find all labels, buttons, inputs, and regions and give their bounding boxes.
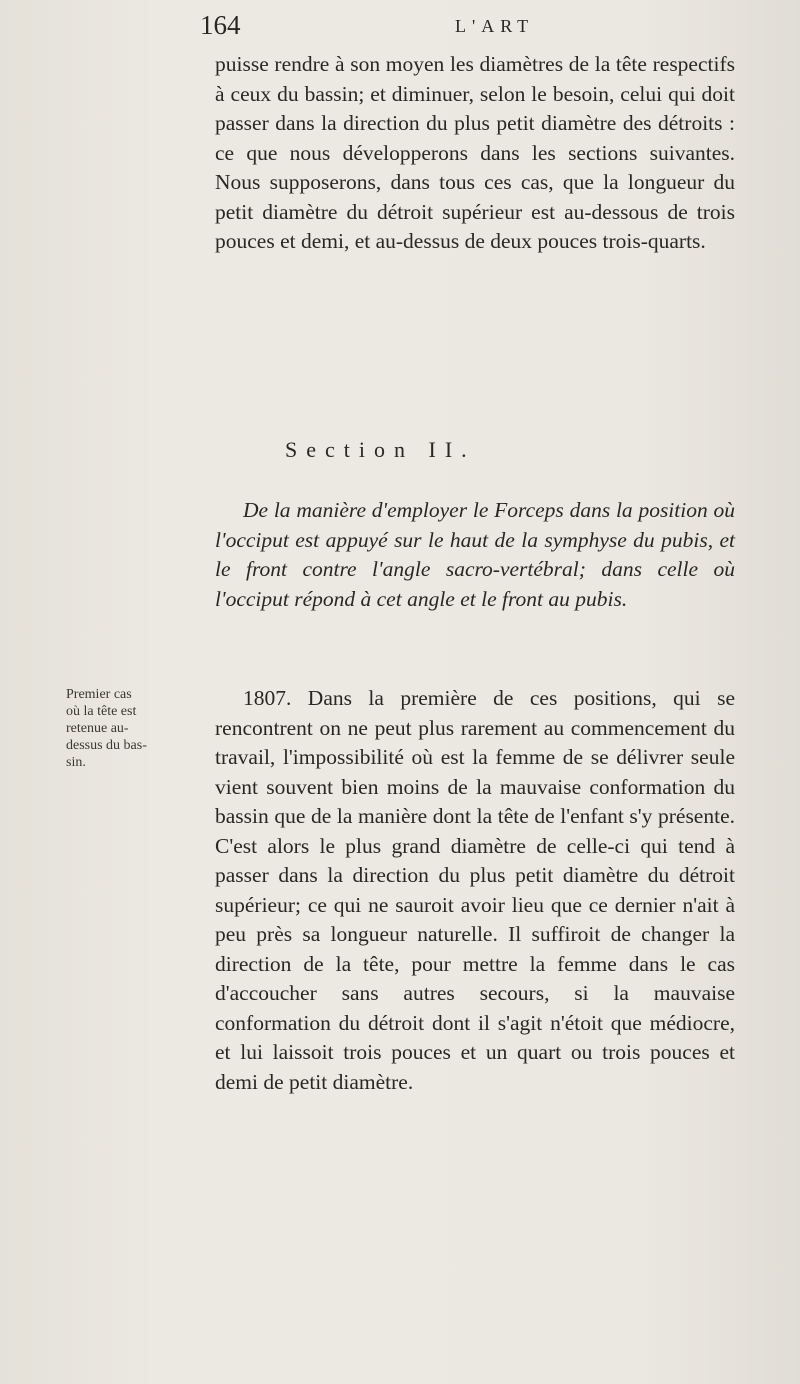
margin-note-line: où la tête est	[66, 704, 137, 719]
page-number: 164	[200, 10, 241, 40]
margin-note-line: retenue au-	[66, 721, 129, 736]
margin-note-line: sin.	[66, 755, 86, 770]
paragraph-1807: 1807. Dans la première de ces positions, qui se rencontrent on ne peut plus rarement au commencement du travail, l'impossibilité où est la femme de se délivrer seule vient souvent bien moins de la mauvaise conformation du bassin que de la manière dont la tête de l'enfant s'y présente. C'est alors le plus grand diamètre de celle-ci qui tend à passer dans la direction du plus petit diamètre du détroit supérieur; ce qui ne sauroit avoir lieu que ce dernier n'ait à peu près sa longueur naturelle. Il suffiroit de changer la direction de la tête, pour mettre la femme dans le cas d'accoucher sans autres secours, si la mauvaise conformation du détroit dont il s'agit n'étoit que médiocre, et lui laissoit trois pouces et un quart ou trois pouces et demi de petit diamètre.	[215, 686, 735, 1094]
margin-note-line: dessus du bas-	[66, 738, 147, 753]
page-header	[200, 10, 700, 46]
margin-note-line: Premier cas	[66, 687, 132, 702]
section-subtitle: De la manière d'employer le Forceps dans la position où l'occiput est appuyé sur le haut de la symphyse du pubis, et le front contre l'angle sacro-vertébral; dans celle où l'occiput répond à cet angle et le front au pubis.	[215, 498, 735, 611]
running-head: L'ART	[455, 16, 535, 36]
margin-note	[66, 686, 216, 771]
section-heading: Section II.	[285, 437, 476, 462]
paragraph-continued: puisse rendre à son moyen les diamètres de la tête respectifs à ceux du bassin; et diminuer, selon le besoin, celui qui doit passer dans la direction du plus petit diamètre des détroits : ce que nous développerons dans les sections suivantes. Nous supposerons, dans tous ces cas, que la longueur du petit diamètre du détroit supérieur est au-dessous de trois pouces et demi, et au-dessus de deux pouces trois-quarts.	[215, 52, 735, 253]
